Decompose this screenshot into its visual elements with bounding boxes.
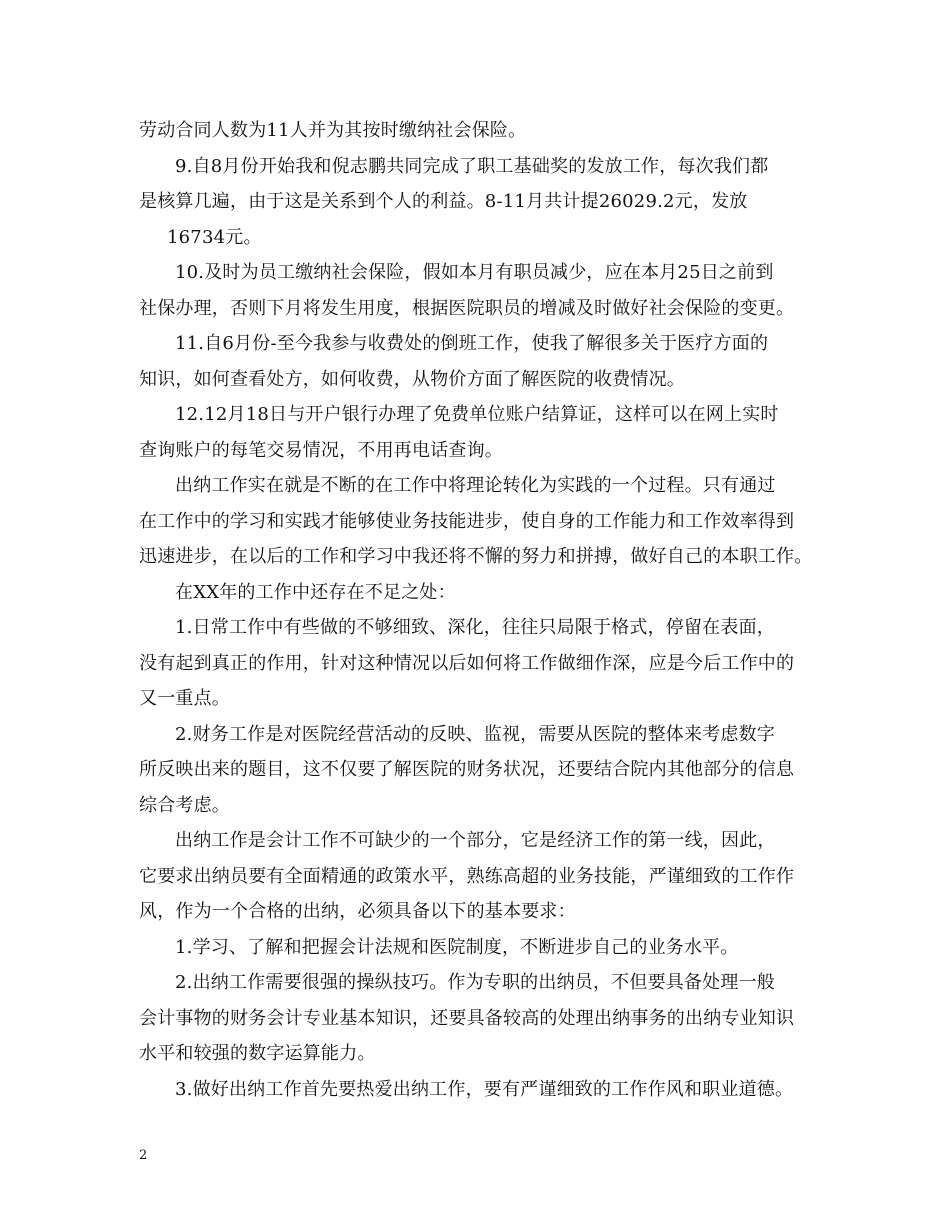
text-line: 2.出纳工作需要很强的操纵技巧。作为专职的出纳员，不但要具备处理一般 [175, 972, 775, 993]
text-line: 所反映出来的题目，这不仅要了解医院的财务状况，还要结合院内其他部分的信息 [139, 759, 795, 780]
text-line: 综合考虑。 [139, 794, 230, 816]
text-line: 查询账户的每笔交易情况，不用再电话查询。 [139, 439, 503, 461]
text-line: 社保办理，否则下月将发生用度，根据医院职员的增减及时做好社会保险的变更。 [139, 297, 795, 319]
text-line: 2.财务工作是对医院经营活动的反映、监视，需要从医院的整体来考虑数字 [175, 723, 775, 745]
text-line: 在工作中的学习和实践才能够使业务技能进步，使自身的工作能力和工作效率得到 [139, 510, 795, 532]
text-line: 劳动合同人数为11人并为其按时缴纳社会保险。 [139, 120, 527, 141]
text-line: 风，作为一个合格的出纳，必须具备以下的基本要求： [139, 901, 576, 922]
text-line: 水平和较强的数字运算能力。 [139, 1043, 376, 1064]
text-line: 12.12月18日与开户银行办理了免费单位账户结算证，这样可以在网上实时 [175, 404, 779, 425]
text-line: 11.自6月份-至今我参与收费处的倒班工作，使我了解很多关于医疗方面的 [175, 333, 769, 354]
text-line: 会计事物的财务会计专业基本知识，还要具备较高的处理出纳事务的出纳专业知识 [139, 1007, 795, 1029]
text-line: 是核算几遍，由于这是关系到个人的利益。8-11月共计提26029.2元，发放 [139, 191, 748, 212]
text-line: 又一重点。 [139, 688, 230, 709]
document-body [139, 113, 819, 1107]
text-line: 它要求出纳员要有全面精通的政策水平，熟练高超的业务技能，严谨细致的工作作 [139, 865, 795, 887]
text-line: 16734元。 [167, 226, 262, 248]
text-line: 10.及时为员工缴纳社会保险，假如本月有职员减少，应在本月25日之前到 [175, 262, 774, 283]
text-line: 9.自8月份开始我和倪志鹏共同完成了职工基础奖的发放工作，每次我们都 [175, 155, 769, 177]
text-line: 迅速进步，在以后的工作和学习中我还将不懈的努力和拼搏，做好自己的本职工作。 [139, 546, 813, 567]
text-line: 没有起到真正的作用，针对这种情况以后如何将工作做细作深，应是今后工作中的 [139, 652, 795, 674]
text-line: 知识，如何查看处方，如何收费，从物价方面了解医院的收费情况。 [139, 368, 685, 390]
page-number: 2 [139, 1148, 148, 1163]
text-line: 在XX年的工作中还存在不足之处： [175, 581, 456, 603]
text-line: 出纳工作是会计工作不可缺少的一个部分，它是经济工作的第一线，因此， [175, 830, 776, 851]
text-line: 出纳工作实在就是不断的在工作中将理论转化为实践的一个过程。只有通过 [175, 475, 776, 496]
text-line: 3.做好出纳工作首先要热爱出纳工作，要有严谨细致的工作作风和职业道德。 [175, 1078, 794, 1100]
text-line: 1.日常工作中有些做的不够细致、深化，往往只局限于格式，停留在表面， [175, 617, 775, 638]
text-line: 1.学习、了解和把握会计法规和医院制度，不断进步自己的业务水平。 [175, 936, 739, 958]
